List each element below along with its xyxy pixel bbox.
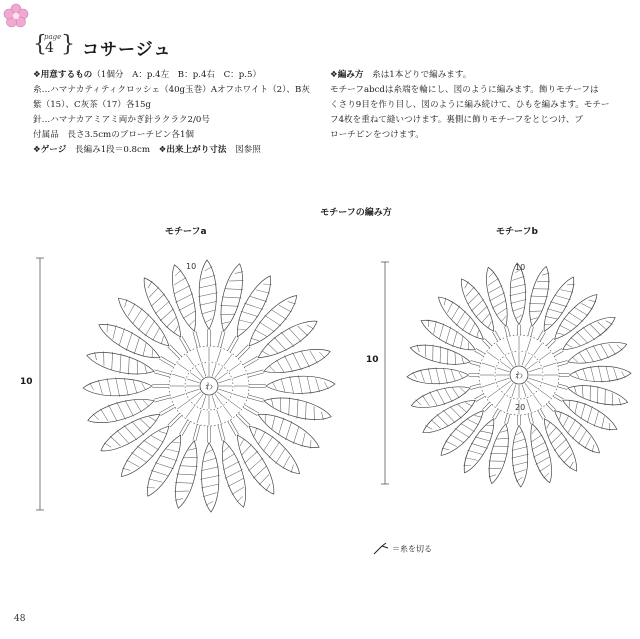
petal	[407, 367, 479, 384]
stitch	[527, 381, 538, 389]
stitch	[527, 338, 531, 351]
stitch	[539, 352, 550, 360]
gauge-heading: ❖ゲージ	[33, 145, 67, 155]
stitch	[527, 361, 538, 369]
chain-line	[228, 421, 236, 435]
stitch	[505, 383, 513, 394]
yarn-line-1: 糸…ハマナカティティクロッシェ（40g玉巻）Aオフホワイト（2）、B灰	[33, 85, 310, 95]
stitch	[177, 363, 188, 371]
stitch	[212, 364, 216, 376]
chain-line	[505, 413, 508, 423]
motif-b-row-number-bottom: 20	[515, 403, 526, 412]
stitch	[186, 354, 194, 365]
stitch	[482, 363, 495, 367]
materials-count: （1個分 A：p.4左 B：p.4右 C：p.5）	[92, 70, 262, 80]
petal	[198, 260, 217, 346]
stitch	[172, 374, 185, 378]
chain-line	[546, 404, 553, 411]
stitch	[217, 349, 221, 362]
stitch	[539, 390, 550, 398]
method-intro: 糸は1本どりで編みます。	[363, 70, 472, 80]
petal	[200, 426, 219, 512]
petal	[249, 375, 335, 394]
chain-line	[558, 384, 568, 387]
stitch	[507, 338, 511, 351]
stitch	[190, 372, 201, 380]
stitch	[482, 383, 495, 387]
stitch	[497, 378, 509, 382]
chain-line	[230, 338, 238, 352]
motif-b-center-ring: わ	[515, 371, 523, 380]
chain-line	[244, 405, 258, 413]
chain-line	[243, 356, 257, 364]
stitch	[195, 367, 203, 378]
chain-line	[546, 338, 553, 345]
stitch	[202, 364, 206, 376]
chain-line	[243, 407, 257, 415]
stitch	[525, 356, 533, 367]
motif-a-center-ring: わ	[205, 382, 213, 391]
chain-line	[484, 404, 491, 411]
stitch	[534, 343, 542, 354]
left-brace: {	[33, 32, 47, 57]
petal	[83, 377, 169, 396]
chain-line	[531, 413, 534, 423]
stitch	[507, 399, 511, 412]
chain-line	[484, 338, 491, 345]
chain-line	[244, 359, 258, 367]
cut-yarn-icon	[372, 542, 392, 556]
chain-line	[548, 402, 555, 409]
chain-line	[161, 407, 175, 415]
stitch	[529, 368, 541, 372]
stitch	[187, 389, 199, 393]
chain-line	[230, 420, 238, 434]
chain-line	[531, 327, 534, 337]
stitch	[197, 410, 201, 423]
size-heading: ❖出来上がり寸法	[158, 145, 227, 155]
stitch	[534, 395, 542, 406]
stitch	[229, 363, 240, 371]
size-value: 図参照	[226, 145, 261, 155]
petal	[559, 365, 631, 382]
stitch	[187, 379, 199, 383]
chain-line	[470, 363, 480, 366]
chain-line	[548, 340, 555, 347]
chain-line	[159, 405, 173, 413]
stitch	[224, 354, 232, 365]
chain-line	[507, 414, 510, 424]
chain-line	[528, 414, 531, 424]
stitch	[233, 394, 246, 398]
chain-line	[179, 338, 187, 352]
chain-line	[182, 336, 190, 350]
stitch	[512, 385, 516, 397]
stitch	[500, 381, 511, 389]
stitch	[186, 406, 194, 417]
chain-line	[161, 356, 175, 364]
cut-yarn-legend-text: ＝糸を切る	[392, 544, 432, 554]
petal	[511, 415, 528, 487]
motif-b-label: モチーフb	[496, 227, 538, 237]
chain-line	[482, 402, 489, 409]
chain-line	[228, 336, 236, 350]
stitch	[500, 361, 511, 369]
diagram-heading: モチーフの編み方	[320, 208, 392, 218]
motif-b-row-number: 10	[515, 263, 526, 272]
stitch	[202, 396, 206, 408]
stitch	[529, 378, 541, 382]
motif-b-dimension: 10	[366, 355, 379, 365]
stitch	[527, 399, 531, 412]
page-word: page	[44, 33, 62, 41]
stitch	[229, 401, 240, 409]
stitch	[543, 363, 556, 367]
stitch	[212, 396, 216, 408]
stitch	[496, 395, 504, 406]
stitch	[512, 353, 516, 365]
stitch	[190, 392, 201, 400]
chain-line	[558, 363, 568, 366]
chain-line	[557, 361, 567, 364]
method-heading: ❖編み方	[330, 70, 364, 80]
needle-line: 針…ハマナカアミアミ両かぎ針ラクラク2/0号	[33, 115, 210, 125]
chain-line	[482, 340, 489, 347]
page-number: 48	[14, 614, 26, 624]
stitch	[219, 389, 231, 393]
chain-line	[159, 359, 173, 367]
stitch	[543, 383, 556, 387]
stitch	[224, 406, 232, 417]
stitch	[522, 353, 526, 365]
chain-line	[179, 420, 187, 434]
chain-line	[470, 384, 480, 387]
stitch	[215, 367, 223, 378]
chain-line	[182, 421, 190, 435]
yarn-line-2: 紫（15）、C灰茶（17）各15g	[33, 100, 151, 110]
right-brace: }	[61, 32, 75, 57]
stitch	[217, 410, 221, 423]
method-line-3: フ4枚を重ねて縫いつけます。裏側に飾りモチーフをとじつけ、ブ	[330, 115, 584, 125]
stitch	[505, 356, 513, 367]
materials-heading: ❖用意するもの	[33, 70, 93, 80]
chain-line	[505, 327, 508, 337]
chain-line	[471, 361, 481, 364]
stitch	[217, 392, 228, 400]
stitch	[233, 374, 246, 378]
motif-a-dimension: 10	[20, 377, 33, 387]
stitch	[217, 372, 228, 380]
chain-line	[557, 387, 567, 390]
chain-line	[471, 387, 481, 390]
motif-a-label: モチーフa	[165, 227, 207, 237]
stitch	[522, 385, 526, 397]
chain-line	[528, 326, 531, 336]
motif-a-row-number: 10	[186, 262, 197, 271]
method-line-2: くさり9目を作り目し、図のように編み続けて、ひもを編みます。モチー	[330, 100, 610, 110]
stitch	[215, 394, 223, 405]
method-line-1: モチーフabcdは糸端を輪にし、図のように編みます。飾りモチーフは	[330, 85, 599, 95]
stitch	[487, 352, 498, 360]
method-line-4: ローチピンをつけます。	[330, 130, 424, 140]
page-reference-number: 4	[45, 40, 54, 56]
stitch	[195, 394, 203, 405]
chain-line	[507, 326, 510, 336]
stitch	[487, 390, 498, 398]
accessory-line: 付属品 長さ3.5cmのブローチピン各1個	[33, 130, 195, 140]
stitch	[177, 401, 188, 409]
stitch	[497, 368, 509, 372]
stitch	[525, 383, 533, 394]
gauge-value: 長編み1段＝0.8cm	[66, 145, 150, 155]
page-title: コサージュ	[82, 40, 172, 60]
cut-yarn-legend	[372, 542, 432, 556]
stitch	[219, 379, 231, 383]
stitch	[172, 394, 185, 398]
petal	[509, 263, 526, 335]
stitch	[197, 349, 201, 362]
stitch	[496, 343, 504, 354]
